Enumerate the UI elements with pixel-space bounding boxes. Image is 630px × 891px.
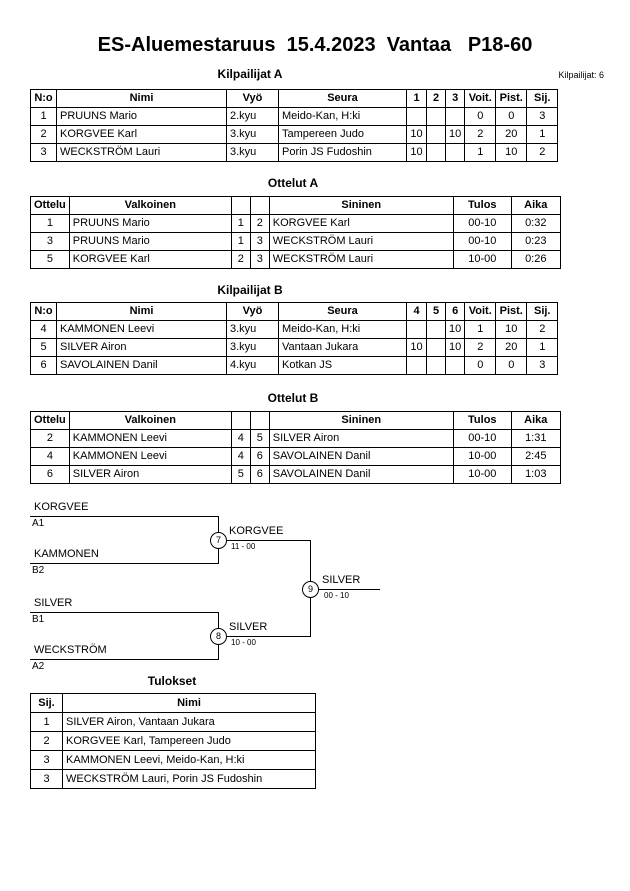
cell-m3 [446, 144, 465, 162]
table-row [31, 215, 561, 233]
cell-match: 2 [31, 430, 70, 448]
cell-white-no: 4 [231, 430, 250, 448]
cell-club: Kotkan JS [279, 357, 407, 375]
cell-m2 [427, 144, 446, 162]
cell-wins: 1 [465, 321, 496, 339]
cell-name: SAVOLAINEN Danil [57, 357, 227, 375]
header-white: Valkoinen [69, 197, 231, 215]
bracket-semi1-bottom-name: KAMMONEN [34, 548, 99, 560]
bracket-semi1-top-seed: A1 [32, 518, 45, 529]
matches-a-table [30, 196, 561, 269]
competitors-count: Kilpailijat: 6 [558, 70, 604, 80]
cell-m2 [427, 357, 446, 375]
bracket-semi2-bottom-name: WECKSTRÖM [34, 644, 107, 656]
cell-blue: WECKSTRÖM Lauri [269, 233, 453, 251]
table-row [31, 251, 561, 269]
results-header-row [31, 694, 316, 713]
cell-m3: 10 [446, 126, 465, 144]
cell-name: WECKSTRÖM Lauri, Porin JS Fudoshin [63, 770, 316, 789]
cell-m1: 10 [407, 126, 427, 144]
header-match: Ottelu [31, 197, 70, 215]
cell-no: 3 [31, 144, 57, 162]
cell-blue: KORGVEE Karl [269, 215, 453, 233]
header-name: Nimi [57, 90, 227, 108]
cell-white: KORGVEE Karl [69, 251, 231, 269]
cell-m2 [427, 126, 446, 144]
cell-white: KAMMONEN Leevi [69, 430, 231, 448]
cell-blue-no: 6 [250, 466, 269, 484]
cell-place: 3 [31, 770, 63, 789]
cell-result: 10-00 [453, 448, 511, 466]
cell-points: 10 [496, 321, 527, 339]
table-row [31, 430, 561, 448]
pool-b-header-row [31, 303, 558, 321]
header-belt: Vyö [227, 303, 279, 321]
cell-time: 0:26 [511, 251, 560, 269]
table-row [31, 126, 558, 144]
cell-club: Meido-Kan, H:ki [279, 321, 407, 339]
cell-m3 [446, 357, 465, 375]
cell-name: KAMMONEN Leevi [57, 321, 227, 339]
header-wins: Voit. [465, 90, 496, 108]
cell-belt: 3.kyu [227, 339, 279, 357]
cell-name: WECKSTRÖM Lauri [57, 144, 227, 162]
cell-m3: 10 [446, 339, 465, 357]
match-7-score: 11 - 00 [231, 542, 256, 551]
bracket-line [219, 636, 310, 637]
cell-blue-no: 2 [250, 215, 269, 233]
match-8-circle: 8 [210, 628, 227, 645]
cell-no: 4 [31, 321, 57, 339]
bracket-line [219, 540, 310, 541]
header-result: Tulos [453, 197, 511, 215]
header-no: N:o [31, 90, 57, 108]
bracket-line [30, 612, 218, 613]
header-m2: 5 [427, 303, 446, 321]
header-place: Sij. [31, 694, 63, 713]
cell-m1 [407, 108, 427, 126]
cell-m1: 10 [407, 144, 427, 162]
header-white-no [231, 197, 250, 215]
header-blue-no [250, 197, 269, 215]
cell-white-no: 4 [231, 448, 250, 466]
cell-no: 1 [31, 108, 57, 126]
cell-place: 1 [527, 339, 558, 357]
header-time: Aika [511, 197, 560, 215]
bracket-semi2-top-seed: B1 [32, 614, 45, 625]
cell-time: 2:45 [511, 448, 560, 466]
cell-time: 0:23 [511, 233, 560, 251]
table-row [31, 339, 558, 357]
cell-no: 5 [31, 339, 57, 357]
header-time: Aika [511, 412, 560, 430]
cell-m2 [427, 108, 446, 126]
cell-points: 0 [496, 357, 527, 375]
cell-belt: 3.kyu [227, 321, 279, 339]
cell-place: 2 [31, 732, 63, 751]
cell-name: SILVER Airon, Vantaan Jukara [63, 713, 316, 732]
match-9-winner: SILVER [322, 574, 361, 586]
cell-white: KAMMONEN Leevi [69, 448, 231, 466]
results-table [30, 693, 316, 789]
cell-white: PRUUNS Mario [69, 233, 231, 251]
table-row [31, 321, 558, 339]
cell-place: 3 [527, 357, 558, 375]
table-row [31, 466, 561, 484]
header-place: Sij. [527, 90, 558, 108]
header-wins: Voit. [465, 303, 496, 321]
cell-white-no: 5 [231, 466, 250, 484]
cell-m2 [427, 339, 446, 357]
cell-name: SILVER Airon [57, 339, 227, 357]
cell-match: 1 [31, 215, 70, 233]
bracket-line [30, 659, 218, 660]
bracket-semi2-bottom-seed: A2 [32, 661, 45, 672]
results-heading: Tulokset [147, 674, 197, 688]
cell-place: 1 [31, 713, 63, 732]
cell-m1 [407, 357, 427, 375]
cell-belt: 3.kyu [227, 126, 279, 144]
bracket-semi2-top-name: SILVER [34, 597, 73, 609]
match-7-circle: 7 [210, 532, 227, 549]
cell-m1 [407, 321, 427, 339]
cell-match: 5 [31, 251, 70, 269]
table-row [31, 448, 561, 466]
header-club: Seura [279, 303, 407, 321]
table-row [31, 751, 316, 770]
cell-place: 3 [527, 108, 558, 126]
cell-result: 10-00 [453, 251, 511, 269]
table-row [31, 144, 558, 162]
header-white-no [231, 412, 250, 430]
pool-a-table [30, 89, 558, 162]
cell-club: Vantaan Jukara [279, 339, 407, 357]
cell-white-no: 1 [231, 215, 250, 233]
table-row [31, 732, 316, 751]
matches-b-heading: Ottelut B [267, 391, 319, 405]
match-9-circle: 9 [302, 581, 319, 598]
header-points: Pist. [496, 303, 527, 321]
cell-result: 00-10 [453, 215, 511, 233]
cell-match: 4 [31, 448, 70, 466]
cell-wins: 0 [465, 357, 496, 375]
header-points: Pist. [496, 90, 527, 108]
header-m1: 1 [407, 90, 427, 108]
header-blue: Sininen [269, 197, 453, 215]
cell-blue: WECKSTRÖM Lauri [269, 251, 453, 269]
table-row [31, 770, 316, 789]
table-row [31, 713, 316, 732]
match-9-score: 00 - 10 [324, 591, 349, 600]
header-place: Sij. [527, 303, 558, 321]
cell-place: 2 [527, 321, 558, 339]
header-result: Tulos [453, 412, 511, 430]
header-m2: 2 [427, 90, 446, 108]
cell-belt: 3.kyu [227, 144, 279, 162]
cell-match: 3 [31, 233, 70, 251]
cell-time: 1:31 [511, 430, 560, 448]
bracket-line [30, 516, 218, 517]
pool-a-header-row [31, 90, 558, 108]
cell-club: Meido-Kan, H:ki [279, 108, 407, 126]
cell-match: 6 [31, 466, 70, 484]
cell-points: 20 [496, 126, 527, 144]
bracket-semi1-bottom-seed: B2 [32, 565, 45, 576]
cell-club: Porin JS Fudoshin [279, 144, 407, 162]
cell-name: KORGVEE Karl [57, 126, 227, 144]
cell-time: 1:03 [511, 466, 560, 484]
pool-b-table [30, 302, 558, 375]
cell-time: 0:32 [511, 215, 560, 233]
matches-a-header-row [31, 197, 561, 215]
bracket-line [30, 563, 218, 564]
cell-points: 0 [496, 108, 527, 126]
cell-belt: 4.kyu [227, 357, 279, 375]
cell-no: 6 [31, 357, 57, 375]
pool-b-heading: Kilpailijat B [217, 283, 283, 297]
cell-white: SILVER Airon [69, 466, 231, 484]
header-blue-no [250, 412, 269, 430]
cell-place: 3 [31, 751, 63, 770]
cell-no: 2 [31, 126, 57, 144]
cell-blue-no: 6 [250, 448, 269, 466]
cell-wins: 0 [465, 108, 496, 126]
cell-blue: SAVOLAINEN Danil [269, 448, 453, 466]
cell-blue-no: 3 [250, 233, 269, 251]
cell-points: 20 [496, 339, 527, 357]
cell-blue-no: 3 [250, 251, 269, 269]
header-white: Valkoinen [69, 412, 231, 430]
header-m3: 6 [446, 303, 465, 321]
cell-result: 00-10 [453, 430, 511, 448]
cell-blue: SILVER Airon [269, 430, 453, 448]
table-row [31, 108, 558, 126]
header-match: Ottelu [31, 412, 70, 430]
pool-a-heading: Kilpailijat A [217, 67, 283, 81]
header-m1: 4 [407, 303, 427, 321]
cell-points: 10 [496, 144, 527, 162]
cell-club: Tampereen Judo [279, 126, 407, 144]
cell-name: PRUUNS Mario [57, 108, 227, 126]
cell-place: 2 [527, 144, 558, 162]
match-8-score: 10 - 00 [231, 638, 256, 647]
matches-b-table [30, 411, 561, 484]
cell-m2 [427, 321, 446, 339]
table-row [31, 357, 558, 375]
cell-m1: 10 [407, 339, 427, 357]
cell-result: 00-10 [453, 233, 511, 251]
header-name: Nimi [63, 694, 316, 713]
cell-belt: 2.kyu [227, 108, 279, 126]
cell-wins: 2 [465, 339, 496, 357]
bracket-line [311, 589, 380, 590]
cell-name: KORGVEE Karl, Tampereen Judo [63, 732, 316, 751]
header-m3: 3 [446, 90, 465, 108]
cell-name: KAMMONEN Leevi, Meido-Kan, H:ki [63, 751, 316, 770]
header-belt: Vyö [227, 90, 279, 108]
cell-m3: 10 [446, 321, 465, 339]
matches-a-heading: Ottelut A [267, 176, 319, 190]
matches-b-header-row [31, 412, 561, 430]
bracket-semi1-top-name: KORGVEE [34, 501, 89, 513]
cell-white-no: 1 [231, 233, 250, 251]
header-club: Seura [279, 90, 407, 108]
cell-white-no: 2 [231, 251, 250, 269]
cell-blue-no: 5 [250, 430, 269, 448]
cell-m3 [446, 108, 465, 126]
cell-place: 1 [527, 126, 558, 144]
header-name: Nimi [57, 303, 227, 321]
cell-blue: SAVOLAINEN Danil [269, 466, 453, 484]
match-8-winner: SILVER [229, 621, 268, 633]
header-blue: Sininen [269, 412, 453, 430]
cell-white: PRUUNS Mario [69, 215, 231, 233]
table-row [31, 233, 561, 251]
match-7-winner: KORGVEE [229, 525, 284, 537]
header-no: N:o [31, 303, 57, 321]
cell-wins: 2 [465, 126, 496, 144]
cell-result: 10-00 [453, 466, 511, 484]
page-title: ES-Aluemestaruus 15.4.2023 Vantaa P18-60 [97, 34, 533, 56]
cell-wins: 1 [465, 144, 496, 162]
